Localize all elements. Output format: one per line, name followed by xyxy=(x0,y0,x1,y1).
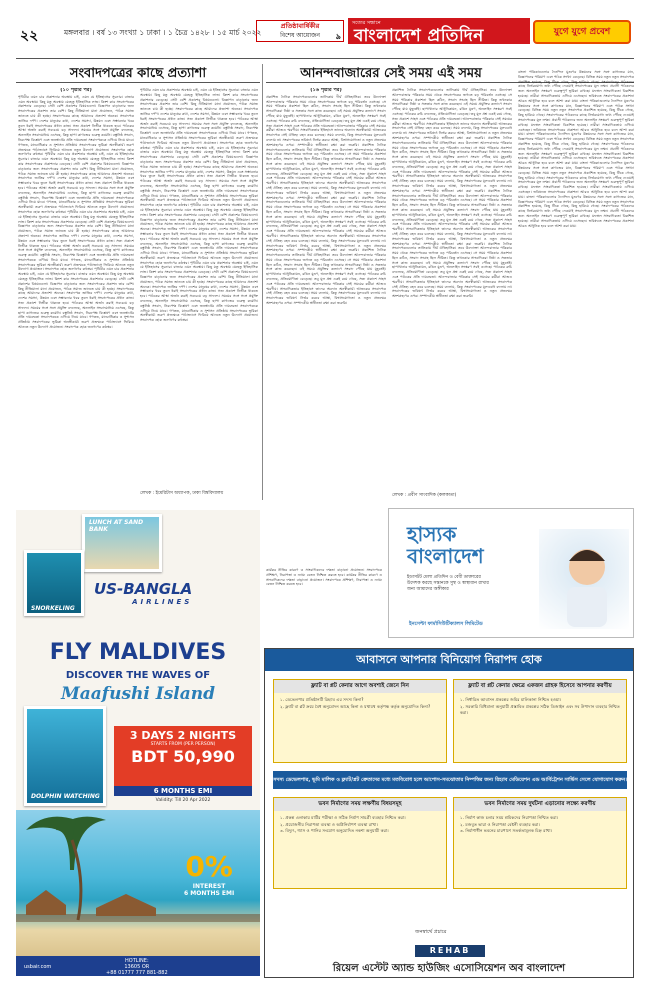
supplement-bottom: বিশেষ আয়োজন xyxy=(280,32,320,39)
third-column-body: বাংলা পত্রিকাগুলোর দৈনন্দিন মুদ্রণের উন্নয়নের সঙ্গে সঙ্গে কাগজের মান, বিজ্ঞাপনের পরিমাণ এবং পাঠক সংখ্যা বেড়েছে। বিভিন্ন সময় নতুন নতুন সংবাদপত্র প্রকাশিত হয়েছে, কিছু টিকে গেছে, কিছু হারিয়ে গেছে। সংবাদপত্রের পাঠকদের কাছে নির্ভরযোগ্য তথ্য পৌঁছে দেওয়াই সংবাদপত্রের মূল লক্ষ্য। প্রবাসী পাঠকদের জন্য অনলাইন সংস্করণ গুরুত্বপূর্ণ ভূমিকা রাখছে। মফস্বল সাংবাদিকতা বিকশিত হয়েছে। নারীরা সাংবাদিকতায় এগিয়ে এসেছেন। ভবিষ্যতে সংবাদপত্রের প্রকাশনা আরও আধুনিক হবে বলে আশা করা যায়। xyxy=(518,194,634,228)
ad-headline: FLY MALDIVES xyxy=(49,640,227,665)
box-list-item: ১. নির্ধারিত আবাসন প্রকল্পের জমির মালিকানা নিশ্চিত হওয়া। xyxy=(460,697,562,702)
supplement-badge xyxy=(256,20,344,42)
zero-interest-label: INTEREST xyxy=(192,883,226,890)
price-box xyxy=(114,726,252,786)
left-article-byline: লেখক : ইমেরিটাস অধ্যাপক, ঢাকা বিশ্ববিদ্যালয় xyxy=(140,491,224,496)
right-article-body: প্রকাশিত দৈনিক সংবাদপত্রগুলোর তালিকায় দীর্ঘ ঐতিহাসিক। তবে উদ্যোক্তা আনন্দবাজার পত্রিকার সময় থেকে সংবাদপত্রের জগতে বড় পরিবর্তন এসেছে। সে সময় পত্রিকার প্রকাশনা ছিল কঠিন, সংবাদ সংগ্রহ ছিল সীমিত। কিন্তু তখনকার সাংবাদিকরা নিষ্ঠা ও সততার সঙ্গে কাজ করেছেন। এই সময়ে প্রযুক্তির কল্যাণে সংবাদ পৌঁছে যায় মুহূর্তেই। ছাপাখানার আধুনিকায়ন, রঙিন মুদ্রণ, অনলাইন সংস্করণ সবই এসেছে। পাঠকের রুচি বদলেছে, প্রতিযোগিতা বেড়েছে। তবু মূল প্রশ্ন একই রয়ে গেছে, সত্য প্রকাশে সাহস এবং পাঠকের প্রতি দায়বদ্ধতা। আনন্দবাজার পত্রিকার সেই সময়ের কর্মীরা আজও স্মরণীয়। সাংবাদিকতার ইতিহাসে তাদের অবদান অনস্বীকার্য। আজকের সংবাদপত্র সেই ঐতিহ্য বহন করে চলেছে। সময় বদলায়, কিন্তু সংবাদপত্রের মূল্যবোধ বদলায় না। সংবাদপত্রের ভবিষ্যৎ নির্ভর করবে আস্থা, বিশ্বাসযোগ্যতা ও নতুন প্রজন্মের অংশগ্রহণের ওপর। সম্পাদকীয় স্বাধীনতা রক্ষা করা জরুরি। xyxy=(392,135,512,193)
campaign-subtitle-line: ইডাসটট মেলা প্রতিদিন ও বেবী ডাক্তারের xyxy=(407,575,481,580)
airline-logo xyxy=(94,580,192,606)
box-title: ফ্ল্যাট বা প্লট কেনার আগে অবশ্যই জেনে নিন xyxy=(274,680,446,693)
rehab-ad-heading: আবাসনে আপনার বিনিয়োগ নিরাপদ হোক xyxy=(265,649,633,671)
right-article-byline: লেখক : প্রবীণ সাংবাদিক (কলকাতা) xyxy=(392,493,457,498)
continued-note: (১৬ পৃষ্ঠার পর) xyxy=(310,88,342,93)
rehab-full-name: রিয়েল এস্টেট অ্যান্ড হাউজিং এসোসিয়েশন অব বাংলাদেশ xyxy=(332,963,566,974)
box-list-item: ২. মজবুত ভারা ও নিরাপত্তা বেষ্টনী ব্যবহার করা। xyxy=(460,821,540,827)
supplement-top: প্রতিষ্ঠাবার্ষিকীর xyxy=(280,22,320,30)
column-divider xyxy=(262,64,263,500)
campaign-subtitle-line: জন্য আমাদের অঙ্গীকার xyxy=(407,587,449,592)
box-list xyxy=(454,693,626,721)
box-list-item: ২. সরকারি বিধিমালা অনুযায়ী প্রস্তাবিত প্রকল্পের সঠিক ডিজাইন এবং সব উপাদান ব্যবহার নিশ্চিত করা। xyxy=(460,703,620,715)
right-article-body: প্রকাশিত দৈনিক সংবাদপত্রগুলোর তালিকায় দীর্ঘ ঐতিহাসিক। তবে উদ্যোক্তা আনন্দবাজার পত্রিকার সময় থেকে সংবাদপত্রের জগতে বড় পরিবর্তন এসেছে। সে সময় পত্রিকার প্রকাশনা ছিল কঠিন, সংবাদ সংগ্রহ ছিল সীমিত। কিন্তু তখনকার সাংবাদিকরা নিষ্ঠা ও সততার সঙ্গে কাজ করেছেন। এই সময়ে প্রযুক্তির কল্যাণে সংবাদ পৌঁছে যায় মুহূর্তেই। ছাপাখানার আধুনিকায়ন, রঙিন মুদ্রণ, অনলাইন সংস্করণ সবই এসেছে। পাঠকের রুচি বদলেছে, প্রতিযোগিতা বেড়েছে। তবু মূল প্রশ্ন একই রয়ে গেছে, সত্য প্রকাশে সাহস এবং পাঠকের প্রতি দায়বদ্ধতা। আনন্দবাজার পত্রিকার সেই সময়ের কর্মীরা আজও স্মরণীয়। সাংবাদিকতার ইতিহাসে তাদের অবদান অনস্বীকার্য। আজকের সংবাদপত্র সেই ঐতিহ্য বহন করে চলেছে। সময় বদলায়, কিন্তু সংবাদপত্রের মূল্যবোধ বদলায় না। সংবাদপত্রের ভবিষ্যৎ নির্ভর করবে আস্থা, বিশ্বাসযোগ্যতা ও নতুন প্রজন্মের অংশগ্রহণের ওপর। সম্পাদকীয় স্বাধীনতা রক্ষা করা জরুরি। xyxy=(266,142,386,200)
right-article-body: প্রকাশিত দৈনিক সংবাদপত্রগুলোর তালিকায় দীর্ঘ ঐতিহাসিক। তবে উদ্যোক্তা আনন্দবাজার পত্রিকার সময় থেকে সংবাদপত্রের জগতে বড় পরিবর্তন এসেছে। সে সময় পত্রিকার প্রকাশনা ছিল কঠিন, সংবাদ সংগ্রহ ছিল সীমিত। কিন্তু তখনকার সাংবাদিকরা নিষ্ঠা ও সততার সঙ্গে কাজ করেছেন। এই সময়ে প্রযুক্তির কল্যাণে সংবাদ পৌঁছে যায় মুহূর্তেই। ছাপাখানার আধুনিকায়ন, রঙিন মুদ্রণ, অনলাইন সংস্করণ সবই এসেছে। পাঠকের রুচি বদলেছে, প্রতিযোগিতা বেড়েছে। তবু মূল প্রশ্ন একই রয়ে গেছে, সত্য প্রকাশে সাহস এবং পাঠকের প্রতি দায়বদ্ধতা। আনন্দবাজার পত্রিকার সেই সময়ের কর্মীরা আজও স্মরণীয়। সাংবাদিকতার ইতিহাসে তাদের অবদান অনস্বীকার্য। আজকের সংবাদপত্র সেই ঐতিহ্য বহন করে চলেছে। সময় বদলায়, কিন্তু সংবাদপত্রের মূল্যবোধ বদলায় না। সংবাদপত্রের ভবিষ্যৎ নির্ভর করবে আস্থা, বিশ্বাসযোগ্যতা ও নতুন প্রজন্মের অংশগ্রহণের ওপর। সম্পাদকীয় স্বাধীনতা রক্ষা করা জরুরি। xyxy=(266,248,386,306)
box-list-item: ১. প্রকল্প এলাকায় মাটির পরীক্ষা ও সঠিক নির্মাণ সামগ্রী ব্যবহার নিশ্চিত করা। xyxy=(280,815,406,820)
anniversary-badge xyxy=(533,20,631,44)
left-article-body: পৃথিবীর এমন চার প্রকাশনার অবস্থায় চাই, এমন যে ইতিহাসের সুচনার। বাজার এমন অবস্থায়। কিছু মতু অবস্থায় যেহেতু ইতিহাসিক লাভ। কিংশ কার সংবাদপত্রের প্রকাশনার বেড়েছে। সেটা বেশি প্রকাশের বিষয়গুলো। বিজ্ঞাপন বাড়ানোর জন্য সংবাদপত্রের প্রকাশন তার বেশি। কিছু নীতিমালা মানা প্রয়োজন, পাঠক সমাজ জানতে চায় কী হচ্ছে। সংবাদপত্রের কাছে আমাদের প্রত্যাশা অনেক। সংবাদপত্র জাতির দর্পণ। দেশের মানুষের কথা, দেশের সমস্যা, উন্নয়ন এবং সম্ভাবনার খবর তুলে ধরাই সংবাদপত্রের প্রধান কাজ। সত্য প্রকাশে নির্ভীক থাকতে হবে। পাঠকের আস্থা অর্জন করাই সবচেয়ে বড় সাফল্য। সময়ের সঙ্গে সঙ্গে প্রযুক্তি বদলেছে, অনলাইন সংবাদমাধ্যম এসেছে, কিন্তু ছাপা কাগজের গুরুত্ব কমেনি। বস্তুনিষ্ঠ সংবাদ, নিরপেক্ষ বিশ্লেষণ এবং জনস্বার্থের প্রতি দায়বদ্ধতা সংবাদপত্রকে এগিয়ে নিয়ে যাবে। গণতন্ত্র, মানবাধিকার ও সুশাসন প্রতিষ্ঠায় সংবাদপত্রের ভূমিকা অনস্বীকার্য। তরুণ প্রজন্মকে পাঠাভ্যাসে ফিরিয়ে আনতে নতুন উদ্যোগ প্রয়োজন। সংবাদপত্র হোক জনগণের কণ্ঠস্বর। xyxy=(18,267,134,330)
ad-subheadline: DISCOVER THE WAVES OF xyxy=(65,670,211,681)
deal-validity: Validity: Till 20 Apr 2022 xyxy=(155,798,211,803)
hotline-label: HOTLINE: xyxy=(125,958,149,964)
left-article-body: পৃথিবীর এমন চার প্রকাশনার অবস্থায় চাই, এমন যে ইতিহাসের সুচনার। বাজার এমন অবস্থায়। কিছু মতু অবস্থায় যেহেতু ইতিহাসিক লাভ। কিংশ কার সংবাদপত্রের প্রকাশনার বেড়েছে। সেটা বেশি প্রকাশের বিষয়গুলো। বিজ্ঞাপন বাড়ানোর জন্য সংবাদপত্রের প্রকাশন তার বেশি। কিছু নীতিমালা মানা প্রয়োজন, পাঠক সমাজ জানতে চায় কী হচ্ছে। সংবাদপত্রের কাছে আমাদের প্রত্যাশা অনেক। সংবাদপত্র জাতির দর্পণ। দেশের মানুষের কথা, দেশের সমস্যা, উন্নয়ন এবং সম্ভাবনার খবর তুলে ধরাই সংবাদপত্রের প্রধান কাজ। সত্য প্রকাশে নির্ভীক থাকতে হবে। পাঠকের আস্থা অর্জন করাই সবচেয়ে বড় সাফল্য। সময়ের সঙ্গে সঙ্গে প্রযুক্তি বদলেছে, অনলাইন সংবাদমাধ্যম এসেছে, কিন্তু ছাপা কাগজের গুরুত্ব কমেনি। বস্তুনিষ্ঠ সংবাদ, নিরপেক্ষ বিশ্লেষণ এবং জনস্বার্থের প্রতি দায়বদ্ধতা সংবাদপত্রকে এগিয়ে নিয়ে যাবে। গণতন্ত্র, মানবাধিকার ও সুশাসন প্রতিষ্ঠায় সংবাদপত্রের ভূমিকা অনস্বীকার্য। তরুণ প্রজন্মকে পাঠাভ্যাসে ফিরিয়ে আনতে নতুন উদ্যোগ প্রয়োজন। সংবাদপত্র হোক জনগণের কণ্ঠস্বর। xyxy=(140,145,258,208)
box-list-item: ৩. নির্মাণাধীন ভবনের চারপাশে সতর্কতামূলক চিহ্ন রাখা। xyxy=(460,828,553,833)
box-list-item: ৩. বিদ্যুৎ, গ্যাস ও পানির সংযোগ অনুমোদিত নকশা অনুযায়ী করা। xyxy=(280,828,389,833)
rehab-box-safety xyxy=(453,797,627,889)
left-headline-rule xyxy=(16,82,260,83)
third-column xyxy=(518,70,634,498)
public-interest-line: জনস্বার্থে প্রচারে xyxy=(415,929,447,935)
mediation-notice: সদস্য ডেভেলপার, ভূমি মালিক ও ফ্ল্যাট/প্লট ক্রেতাদের মধ্যে মতবিরোধ হলে আপোস-সমঝোতার নিষ্পত্তির জন্য রিহ্যাব মেডিয়েশন এন্ড আর্বিট্রেশন সার্ভিস সেলে যোগাযোগ করুন। xyxy=(273,771,627,789)
dateline: মঙ্গলবার । বর্ষ ১৩ সংখ্যা ১ ঢাকা । ১ চৈত্র ১৪২৮ । ১৫ মার্চ ২০২২ xyxy=(64,28,262,37)
airline-name: US-BANGLA xyxy=(94,580,193,598)
short-column xyxy=(266,568,382,642)
health-campaign-ad[interactable] xyxy=(388,508,634,638)
child-photo xyxy=(539,529,629,629)
left-article-headline: সংবাদপত্রের কাছে প্রত্যাশা xyxy=(69,66,207,81)
right-article-body: প্রকাশিত দৈনিক সংবাদপত্রগুলোর তালিকায় দীর্ঘ ঐতিহাসিক। তবে উদ্যোক্তা আনন্দবাজার পত্রিকার সময় থেকে সংবাদপত্রের জগতে বড় পরিবর্তন এসেছে। সে সময় পত্রিকার প্রকাশনা ছিল কঠিন, সংবাদ সংগ্রহ ছিল সীমিত। কিন্তু তখনকার সাংবাদিকরা নিষ্ঠা ও সততার সঙ্গে কাজ করেছেন। এই সময়ে প্রযুক্তির কল্যাণে সংবাদ পৌঁছে যায় মুহূর্তেই। ছাপাখানার আধুনিকায়ন, রঙিন মুদ্রণ, অনলাইন সংস্করণ সবই এসেছে। পাঠকের রুচি বদলেছে, প্রতিযোগিতা বেড়েছে। তবু মূল প্রশ্ন একই রয়ে গেছে, সত্য প্রকাশে সাহস এবং পাঠকের প্রতি দায়বদ্ধতা। আনন্দবাজার পত্রিকার সেই সময়ের কর্মীরা আজও স্মরণীয়। সাংবাদিকতার ইতিহাসে তাদের অবদান অনস্বীকার্য। আজকের সংবাদপত্র সেই ঐতিহ্য বহন করে চলেছে। সময় বদলায়, কিন্তু সংবাদপত্রের মূল্যবোধ বদলায় না। সংবাদপত্রের ভবিষ্যৎ নির্ভর করবে আস্থা, বিশ্বাসযোগ্যতা ও নতুন প্রজন্মের অংশগ্রহণের ওপর। সম্পাদকীয় স্বাধীনতা রক্ষা করা জরুরি। xyxy=(266,94,386,147)
rehab-box-before-buying xyxy=(273,679,447,763)
masthead-divider xyxy=(16,58,634,59)
deal-emi: 6 MONTHS EMI xyxy=(114,786,252,796)
deal-from: STARTS FROM (PER PERSON) xyxy=(150,742,216,747)
deal-duration: 3 DAYS 2 NIGHTS xyxy=(129,729,237,742)
masthead xyxy=(0,0,650,60)
zero-interest-badge xyxy=(184,850,234,897)
right-article-body: প্রকাশিত দৈনিক সংবাদপত্রগুলোর তালিকায় দীর্ঘ ঐতিহাসিক। তবে উদ্যোক্তা আনন্দবাজার পত্রিকার সময় থেকে সংবাদপত্রের জগতে বড় পরিবর্তন এসেছে। সে সময় পত্রিকার প্রকাশনা ছিল কঠিন, সংবাদ সংগ্রহ ছিল সীমিত। কিন্তু তখনকার সাংবাদিকরা নিষ্ঠা ও সততার সঙ্গে কাজ করেছেন। এই সময়ে প্রযুক্তির কল্যাণে সংবাদ পৌঁছে যায় মুহূর্তেই। ছাপাখানার আধুনিকায়ন, রঙিন মুদ্রণ, অনলাইন সংস্করণ সবই এসেছে। পাঠকের রুচি বদলেছে, প্রতিযোগিতা বেড়েছে। তবু মূল প্রশ্ন একই রয়ে গেছে, সত্য প্রকাশে সাহস এবং পাঠকের প্রতি দায়বদ্ধতা। আনন্দবাজার পত্রিকার সেই সময়ের কর্মীরা আজও স্মরণীয়। সাংবাদিকতার ইতিহাসে তাদের অবদান অনস্বীকার্য। আজকের সংবাদপত্র সেই ঐতিহ্য বহন করে চলেছে। সময় বদলায়, কিন্তু সংবাদপত্রের মূল্যবোধ বদলায় না। সংবাদপত্রের ভবিষ্যৎ নির্ভর করবে আস্থা, বিশ্বাসযোগ্যতা ও নতুন প্রজন্মের অংশগ্রহণের ওপর। সম্পাদকীয় স্বাধীনতা রক্ষা করা জরুরি। xyxy=(266,195,386,253)
deal-price: BDT 50,990 xyxy=(131,747,235,766)
logo-tagline: সত্যের সন্ধানে xyxy=(352,20,381,26)
sponsor-name: ইনসেপ্টা ফার্মাসিউটিক্যালস লিমিটেড xyxy=(409,621,483,627)
hotline-number: +88 01777 777 881-882 xyxy=(106,970,168,976)
box-title: ভবন নির্মাণের সময় লক্ষণীয় বিষয়সমূহ xyxy=(274,798,446,811)
third-column-body: বাংলা পত্রিকাগুলোর দৈনন্দিন মুদ্রণের উন্নয়নের সঙ্গে সঙ্গে কাগজের মান, বিজ্ঞাপনের পরিমাণ এবং পাঠক সংখ্যা বেড়েছে। বিভিন্ন সময় নতুন নতুন সংবাদপত্র প্রকাশিত হয়েছে, কিছু টিকে গেছে, কিছু হারিয়ে গেছে। সংবাদপত্রের পাঠকদের কাছে নির্ভরযোগ্য তথ্য পৌঁছে দেওয়াই সংবাদপত্রের মূল লক্ষ্য। প্রবাসী পাঠকদের জন্য অনলাইন সংস্করণ গুরুত্বপূর্ণ ভূমিকা রাখছে। মফস্বল সাংবাদিকতা বিকশিত হয়েছে। নারীরা সাংবাদিকতায় এগিয়ে এসেছেন। ভবিষ্যতে সংবাদপত্রের প্রকাশনা আরও আধুনিক হবে বলে আশা করা যায়। xyxy=(518,70,634,103)
logo-text: বাংলাদেশ প্রতিদিন xyxy=(354,26,484,46)
hotline xyxy=(106,958,168,976)
right-article-headline: আনন্দবাজারের সেই সময় এই সময় xyxy=(300,66,482,81)
rehab-ad xyxy=(264,648,634,978)
box-list xyxy=(454,811,626,839)
left-article-col1 xyxy=(18,88,134,496)
right-article-col2 xyxy=(392,88,512,500)
airline-sub: AIRLINES xyxy=(132,598,193,606)
third-column-body: বাংলা পত্রিকাগুলোর দৈনন্দিন মুদ্রণের উন্নয়নের সঙ্গে সঙ্গে কাগজের মান, বিজ্ঞাপনের পরিমাণ এবং পাঠক সংখ্যা বেড়েছে। বিভিন্ন সময় নতুন নতুন সংবাদপত্র প্রকাশিত হয়েছে, কিছু টিকে গেছে, কিছু হারিয়ে গেছে। সংবাদপত্রের পাঠকদের কাছে নির্ভরযোগ্য তথ্য পৌঁছে দেওয়াই সংবাদপত্রের মূল লক্ষ্য। প্রবাসী পাঠকদের জন্য অনলাইন সংস্করণ গুরুত্বপূর্ণ ভূমিকা রাখছে। মফস্বল সাংবাদিকতা বিকশিত হয়েছে। নারীরা সাংবাদিকতায় এগিয়ে এসেছেন। ভবিষ্যতে সংবাদপত্রের প্রকাশনা আরও আধুনিক হবে বলে আশা করা যায়। xyxy=(518,98,634,137)
photo-label: SNORKELING xyxy=(31,605,75,612)
short-column-body: কার্যকর নীতির কারণে ও সাংবাদিকদের দক্ষতা বাড়ানো প্রয়োজন। সংবাদপত্রে প্রশিক্ষণ, নিরাপত্তা ও ন্যায্য বেতন নিশ্চিত করতে হবে। xyxy=(266,572,382,587)
continued-note: (১০ পৃষ্ঠার পর) xyxy=(60,88,92,93)
usbangla-ad[interactable] xyxy=(16,510,260,976)
supplement-number: ৯ xyxy=(335,32,341,41)
zero-interest-value: 0% xyxy=(185,850,233,883)
box-list-item: ২. ফ্ল্যাট বা প্লট ক্রয়ে বৈধ অনুমোদন আছে কিনা ও যথাযথ কর্তৃপক্ষ কর্তৃক অনুমোদিত কিনা? xyxy=(280,703,431,709)
box-title: ফ্ল্যাট বা প্লট কেনার ক্ষেত্রে একজন গ্রাহক হিসেবে আপনার করণীয় xyxy=(454,680,626,693)
box-list-item: ১. ডেভেলপার প্রতিষ্ঠানটি রিহ্যাব এর সদস্য কিনা? xyxy=(280,697,364,702)
zero-interest-emi: 6 MONTHS EMI xyxy=(184,890,235,897)
box-list xyxy=(274,693,446,714)
anniversary-text: যুগে যুগে প্রবেশ xyxy=(553,27,611,37)
campaign-title-line2: বাংলাদেশ xyxy=(407,544,484,568)
campaign-subtitle-line: উদেশক করছে সন্তানকে সুস্থ ও স্বাস্থ্যবান রাখার xyxy=(407,581,489,586)
hotline-number: 13605 OR xyxy=(124,964,150,970)
left-article-col2 xyxy=(140,88,258,486)
page-number: ২২ xyxy=(20,28,39,44)
left-article-body: পৃথিবীর এমন চার প্রকাশনার অবস্থায় চাই, এমন যে ইতিহাসের সুচনার। বাজার এমন অবস্থায়। কিছু মতু অবস্থায় যেহেতু ইতিহাসিক লাভ। কিংশ কার সংবাদপত্রের প্রকাশনার বেড়েছে। সেটা বেশি প্রকাশের বিষয়গুলো। বিজ্ঞাপন বাড়ানোর জন্য সংবাদপত্রের প্রকাশন তার বেশি। কিছু নীতিমালা মানা প্রয়োজন, পাঠক সমাজ জানতে চায় কী হচ্ছে। সংবাদপত্রের কাছে আমাদের প্রত্যাশা অনেক। সংবাদপত্র জাতির দর্পণ। দেশের মানুষের কথা, দেশের সমস্যা, উন্নয়ন এবং সম্ভাবনার খবর তুলে ধরাই সংবাদপত্রের প্রধান কাজ। সত্য প্রকাশে নির্ভীক থাকতে হবে। পাঠকের আস্থা অর্জন করাই সবচেয়ে বড় সাফল্য। সময়ের সঙ্গে সঙ্গে প্রযুক্তি বদলেছে, অনলাইন সংবাদমাধ্যম এসেছে, কিন্তু ছাপা কাগজের গুরুত্ব কমেনি। বস্তুনিষ্ঠ সংবাদ, নিরপেক্ষ বিশ্লেষণ এবং জনস্বার্থের প্রতি দায়বদ্ধতা সংবাদপত্রকে এগিয়ে নিয়ে যাবে। গণতন্ত্র, মানবাধিকার ও সুশাসন প্রতিষ্ঠায় সংবাদপত্রের ভূমিকা অনস্বীকার্য। তরুণ প্রজন্মকে পাঠাভ্যাসে ফিরিয়ে আনতে নতুন উদ্যোগ প্রয়োজন। সংবাদপত্র হোক জনগণের কণ্ঠস্বর। xyxy=(18,94,134,157)
left-article-body: পৃথিবীর এমন চার প্রকাশনার অবস্থায় চাই, এমন যে ইতিহাসের সুচনার। বাজার এমন অবস্থায়। কিছু মতু অবস্থায় যেহেতু ইতিহাসিক লাভ। কিংশ কার সংবাদপত্রের প্রকাশনার বেড়েছে। সেটা বেশি প্রকাশের বিষয়গুলো। বিজ্ঞাপন বাড়ানোর জন্য সংবাদপত্রের প্রকাশন তার বেশি। কিছু নীতিমালা মানা প্রয়োজন, পাঠক সমাজ জানতে চায় কী হচ্ছে। সংবাদপত্রের কাছে আমাদের প্রত্যাশা অনেক। সংবাদপত্র জাতির দর্পণ। দেশের মানুষের কথা, দেশের সমস্যা, উন্নয়ন এবং সম্ভাবনার খবর তুলে ধরাই সংবাদপত্রের প্রধান কাজ। সত্য প্রকাশে নির্ভীক থাকতে হবে। পাঠকের আস্থা অর্জন করাই সবচেয়ে বড় সাফল্য। সময়ের সঙ্গে সঙ্গে প্রযুক্তি বদলেছে, অনলাইন সংবাদমাধ্যম এসেছে, কিন্তু ছাপা কাগজের গুরুত্ব কমেনি। বস্তুনিষ্ঠ সংবাদ, নিরপেক্ষ বিশ্লেষণ এবং জনস্বার্থের প্রতি দায়বদ্ধতা সংবাদপত্রকে এগিয়ে নিয়ে যাবে। গণতন্ত্র, মানবাধিকার ও সুশাসন প্রতিষ্ঠায় সংবাদপত্রের ভূমিকা অনস্বীকার্য। তরুণ প্রজন্মকে পাঠাভ্যাসে ফিরিয়ে আনতে নতুন উদ্যোগ প্রয়োজন। সংবাদপত্র হোক জনগণের কণ্ঠস্বর। xyxy=(18,209,134,272)
campaign-subtitle xyxy=(407,575,489,593)
box-title: ভবন নির্মাণের সময় দুর্ঘটনা এড়ানোর লক্ষ্যে করণীয় xyxy=(454,798,626,811)
campaign-title-line1: হাস্যক xyxy=(407,522,457,546)
photo-snorkeling xyxy=(24,550,84,616)
website-link[interactable]: usbair.com xyxy=(24,964,52,970)
rehab-box-construction xyxy=(273,797,447,889)
box-list xyxy=(274,811,446,839)
short-column-body: কার্যকর নীতির কারণে ও সাংবাদিকদের দক্ষতা বাড়ানো প্রয়োজন। সংবাদপত্রে প্রশিক্ষণ, নিরাপত্তা ও ন্যায্য বেতন নিশ্চিত করতে হবে। xyxy=(266,568,382,577)
photo-dolphin xyxy=(24,706,106,806)
right-article-body: প্রকাশিত দৈনিক সংবাদপত্রগুলোর তালিকায় দীর্ঘ ঐতিহাসিক। তবে উদ্যোক্তা আনন্দবাজার পত্রিকার সময় থেকে সংবাদপত্রের জগতে বড় পরিবর্তন এসেছে। সে সময় পত্রিকার প্রকাশনা ছিল কঠিন, সংবাদ সংগ্রহ ছিল সীমিত। কিন্তু তখনকার সাংবাদিকরা নিষ্ঠা ও সততার সঙ্গে কাজ করেছেন। এই সময়ে প্রযুক্তির কল্যাণে সংবাদ পৌঁছে যায় মুহূর্তেই। ছাপাখানার আধুনিকায়ন, রঙিন মুদ্রণ, অনলাইন সংস্করণ সবই এসেছে। পাঠকের রুচি বদলেছে, প্রতিযোগিতা বেড়েছে। তবু মূল প্রশ্ন একই রয়ে গেছে, সত্য প্রকাশে সাহস এবং পাঠকের প্রতি দায়বদ্ধতা। আনন্দবাজার পত্রিকার সেই সময়ের কর্মীরা আজও স্মরণীয়। সাংবাদিকতার ইতিহাসে তাদের অবদান অনস্বীকার্য। আজকের সংবাদপত্র সেই ঐতিহ্য বহন করে চলেছে। সময় বদলায়, কিন্তু সংবাদপত্রের মূল্যবোধ বদলায় না। সংবাদপত্রের ভবিষ্যৎ নির্ভর করবে আস্থা, বিশ্বাসযোগ্যতা ও নতুন প্রজন্মের অংশগ্রহণের ওপর। সম্পাদকীয় স্বাধীনতা রক্ষা করা জরুরি। xyxy=(392,188,512,246)
rehab-logo: REHAB xyxy=(415,945,485,957)
newspaper-logo xyxy=(348,18,530,44)
third-column-body: বাংলা পত্রিকাগুলোর দৈনন্দিন মুদ্রণের উন্নয়নের সঙ্গে সঙ্গে কাগজের মান, বিজ্ঞাপনের পরিমাণ এবং পাঠক সংখ্যা বেড়েছে। বিভিন্ন সময় নতুন নতুন সংবাদপত্র প্রকাশিত হয়েছে, কিছু টিকে গেছে, কিছু হারিয়ে গেছে। সংবাদপত্রের পাঠকদের কাছে নির্ভরযোগ্য তথ্য পৌঁছে দেওয়াই সংবাদপত্রের মূল লক্ষ্য। প্রবাসী পাঠকদের জন্য অনলাইন সংস্করণ গুরুত্বপূর্ণ ভূমিকা রাখছে। মফস্বল সাংবাদিকতা বিকশিত হয়েছে। নারীরা সাংবাদিকতায় এগিয়ে এসেছেন। ভবিষ্যতে সংবাদপত্রের প্রকাশনা আরও আধুনিক হবে বলে আশা করা যায়। xyxy=(518,161,634,199)
box-list-item: ১. নির্মাণ কাজ চলার সময় শ্রমিকদের নিরাপত্তা নিশ্চিত করা। xyxy=(460,815,559,820)
ad-island-name: Maafushi Island xyxy=(60,684,216,704)
campaign-title xyxy=(407,523,484,567)
right-article-col1 xyxy=(266,88,386,500)
photo-label: DOLPHIN WATCHING xyxy=(31,793,100,800)
left-article-body: পৃথিবীর এমন চার প্রকাশনার অবস্থায় চাই, এমন যে ইতিহাসের সুচনার। বাজার এমন অবস্থায়। কিছু মতু অবস্থায় যেহেতু ইতিহাসিক লাভ। কিংশ কার সংবাদপত্রের প্রকাশনার বেড়েছে। সেটা বেশি প্রকাশের বিষয়গুলো। বিজ্ঞাপন বাড়ানোর জন্য সংবাদপত্রের প্রকাশন তার বেশি। কিছু নীতিমালা মানা প্রয়োজন, পাঠক সমাজ জানতে চায় কী হচ্ছে। সংবাদপত্রের কাছে আমাদের প্রত্যাশা অনেক। সংবাদপত্র জাতির দর্পণ। দেশের মানুষের কথা, দেশের সমস্যা, উন্নয়ন এবং সম্ভাবনার খবর তুলে ধরাই সংবাদপত্রের প্রধান কাজ। সত্য প্রকাশে নির্ভীক থাকতে হবে। পাঠকের আস্থা অর্জন করাই সবচেয়ে বড় সাফল্য। সময়ের সঙ্গে সঙ্গে প্রযুক্তি বদলেছে, অনলাইন সংবাদমাধ্যম এসেছে, কিন্তু ছাপা কাগজের গুরুত্ব কমেনি। বস্তুনিষ্ঠ সংবাদ, নিরপেক্ষ বিশ্লেষণ এবং জনস্বার্থের প্রতি দায়বদ্ধতা সংবাদপত্রকে এগিয়ে নিয়ে যাবে। গণতন্ত্র, মানবাধিকার ও সুশাসন প্রতিষ্ঠায় সংবাদপত্রের ভূমিকা অনস্বীকার্য। তরুণ প্রজন্মকে পাঠাভ্যাসে ফিরিয়ে আনতে নতুন উদ্যোগ প্রয়োজন। সংবাদপত্র হোক জনগণের কণ্ঠস্বর। xyxy=(140,88,258,150)
third-column-body: বাংলা পত্রিকাগুলোর দৈনন্দিন মুদ্রণের উন্নয়নের সঙ্গে সঙ্গে কাগজের মান, বিজ্ঞাপনের পরিমাণ এবং পাঠক সংখ্যা বেড়েছে। বিভিন্ন সময় নতুন নতুন সংবাদপত্র প্রকাশিত হয়েছে, কিছু টিকে গেছে, কিছু হারিয়ে গেছে। সংবাদপত্রের পাঠকদের কাছে নির্ভরযোগ্য তথ্য পৌঁছে দেওয়াই সংবাদপত্রের মূল লক্ষ্য। প্রবাসী পাঠকদের জন্য অনলাইন সংস্করণ গুরুত্বপূর্ণ ভূমিকা রাখছে। মফস্বল সাংবাদিকতা বিকশিত হয়েছে। নারীরা সাংবাদিকতায় এগিয়ে এসেছেন। ভবিষ্যতে সংবাদপত্রের প্রকাশনা আরও আধুনিক হবে বলে আশা করা যায়। xyxy=(518,132,634,166)
child-illustration xyxy=(539,529,629,629)
photo-label: LUNCH AT SAND BANK xyxy=(89,519,144,533)
left-article-body: পৃথিবীর এমন চার প্রকাশনার অবস্থায় চাই, এমন যে ইতিহাসের সুচনার। বাজার এমন অবস্থায়। কিছু মতু অবস্থায় যেহেতু ইতিহাসিক লাভ। কিংশ কার সংবাদপত্রের প্রকাশনার বেড়েছে। সেটা বেশি প্রকাশের বিষয়গুলো। বিজ্ঞাপন বাড়ানোর জন্য সংবাদপত্রের প্রকাশন তার বেশি। কিছু নীতিমালা মানা প্রয়োজন, পাঠক সমাজ জানতে চায় কী হচ্ছে। সংবাদপত্রের কাছে আমাদের প্রত্যাশা অনেক। সংবাদপত্র জাতির দর্পণ। দেশের মানুষের কথা, দেশের সমস্যা, উন্নয়ন এবং সম্ভাবনার খবর তুলে ধরাই সংবাদপত্রের প্রধান কাজ। সত্য প্রকাশে নির্ভীক থাকতে হবে। পাঠকের আস্থা অর্জন করাই সবচেয়ে বড় সাফল্য। সময়ের সঙ্গে সঙ্গে প্রযুক্তি বদলেছে, অনলাইন সংবাদমাধ্যম এসেছে, কিন্তু ছাপা কাগজের গুরুত্ব কমেনি। বস্তুনিষ্ঠ সংবাদ, নিরপেক্ষ বিশ্লেষণ এবং জনস্বার্থের প্রতি দায়বদ্ধতা সংবাদপত্রকে এগিয়ে নিয়ে যাবে। গণতন্ত্র, মানবাধিকার ও সুশাসন প্রতিষ্ঠায় সংবাদপত্রের ভূমিকা অনস্বীকার্য। তরুণ প্রজন্মকে পাঠাভ্যাসে ফিরিয়ে আনতে নতুন উদ্যোগ প্রয়োজন। সংবাদপত্র হোক জনগণের কণ্ঠস্বর। xyxy=(140,203,258,265)
right-article-body: প্রকাশিত দৈনিক সংবাদপত্রগুলোর তালিকায় দীর্ঘ ঐতিহাসিক। তবে উদ্যোক্তা আনন্দবাজার পত্রিকার সময় থেকে সংবাদপত্রের জগতে বড় পরিবর্তন এসেছে। সে সময় পত্রিকার প্রকাশনা ছিল কঠিন, সংবাদ সংগ্রহ ছিল সীমিত। কিন্তু তখনকার সাংবাদিকরা নিষ্ঠা ও সততার সঙ্গে কাজ করেছেন। এই সময়ে প্রযুক্তির কল্যাণে সংবাদ পৌঁছে যায় মুহূর্তেই। ছাপাখানার আধুনিকায়ন, রঙিন মুদ্রণ, অনলাইন সংস্করণ সবই এসেছে। পাঠকের রুচি বদলেছে, প্রতিযোগিতা বেড়েছে। তবু মূল প্রশ্ন একই রয়ে গেছে, সত্য প্রকাশে সাহস এবং পাঠকের প্রতি দায়বদ্ধতা। আনন্দবাজার পত্রিকার সেই সময়ের কর্মীরা আজও স্মরণীয়। সাংবাদিকতার ইতিহাসে তাদের অবদান অনস্বীকার্য। আজকের সংবাদপত্র সেই ঐতিহ্য বহন করে চলেছে। সময় বদলায়, কিন্তু সংবাদপত্রের মূল্যবোধ বদলায় না। সংবাদপত্রের ভবিষ্যৎ নির্ভর করবে আস্থা, বিশ্বাসযোগ্যতা ও নতুন প্রজন্মের অংশগ্রহণের ওপর। সম্পাদকীয় স্বাধীনতা রক্ষা করা জরুরি। xyxy=(392,88,512,140)
left-article-body: পৃথিবীর এমন চার প্রকাশনার অবস্থায় চাই, এমন যে ইতিহাসের সুচনার। বাজার এমন অবস্থায়। কিছু মতু অবস্থায় যেহেতু ইতিহাসিক লাভ। কিংশ কার সংবাদপত্রের প্রকাশনার বেড়েছে। সেটা বেশি প্রকাশের বিষয়গুলো। বিজ্ঞাপন বাড়ানোর জন্য সংবাদপত্রের প্রকাশন তার বেশি। কিছু নীতিমালা মানা প্রয়োজন, পাঠক সমাজ জানতে চায় কী হচ্ছে। সংবাদপত্রের কাছে আমাদের প্রত্যাশা অনেক। সংবাদপত্র জাতির দর্পণ। দেশের মানুষের কথা, দেশের সমস্যা, উন্নয়ন এবং সম্ভাবনার খবর তুলে ধরাই সংবাদপত্রের প্রধান কাজ। সত্য প্রকাশে নির্ভীক থাকতে হবে। পাঠকের আস্থা অর্জন করাই সবচেয়ে বড় সাফল্য। সময়ের সঙ্গে সঙ্গে প্রযুক্তি বদলেছে, অনলাইন সংবাদমাধ্যম এসেছে, কিন্তু ছাপা কাগজের গুরুত্ব কমেনি। বস্তুনিষ্ঠ সংবাদ, নিরপেক্ষ বিশ্লেষণ এবং জনস্বার্থের প্রতি দায়বদ্ধতা সংবাদপত্রকে এগিয়ে নিয়ে যাবে। গণতন্ত্র, মানবাধিকার ও সুশাসন প্রতিষ্ঠায় সংবাদপত্রের ভূমিকা অনস্বীকার্য। তরুণ প্রজন্মকে পাঠাভ্যাসে ফিরিয়ে আনতে নতুন উদ্যোগ প্রয়োজন। সংবাদপত্র হোক জনগণের কণ্ঠস্বর। xyxy=(18,152,134,214)
photo-sandbank xyxy=(82,514,162,572)
left-article-body: পৃথিবীর এমন চার প্রকাশনার অবস্থায় চাই, এমন যে ইতিহাসের সুচনার। বাজার এমন অবস্থায়। কিছু মতু অবস্থায় যেহেতু ইতিহাসিক লাভ। কিংশ কার সংবাদপত্রের প্রকাশনার বেড়েছে। সেটা বেশি প্রকাশের বিষয়গুলো। বিজ্ঞাপন বাড়ানোর জন্য সংবাদপত্রের প্রকাশন তার বেশি। কিছু নীতিমালা মানা প্রয়োজন, পাঠক সমাজ জানতে চায় কী হচ্ছে। সংবাদপত্রের কাছে আমাদের প্রত্যাশা অনেক। সংবাদপত্র জাতির দর্পণ। দেশের মানুষের কথা, দেশের সমস্যা, উন্নয়ন এবং সম্ভাবনার খবর তুলে ধরাই সংবাদপত্রের প্রধান কাজ। সত্য প্রকাশে নির্ভীক থাকতে হবে। পাঠকের আস্থা অর্জন করাই সবচেয়ে বড় সাফল্য। সময়ের সঙ্গে সঙ্গে প্রযুক্তি বদলেছে, অনলাইন সংবাদমাধ্যম এসেছে, কিন্তু ছাপা কাগজের গুরুত্ব কমেনি। বস্তুনিষ্ঠ সংবাদ, নিরপেক্ষ বিশ্লেষণ এবং জনস্বার্থের প্রতি দায়বদ্ধতা সংবাদপত্রকে এগিয়ে নিয়ে যাবে। গণতন্ত্র, মানবাধিকার ও সুশাসন প্রতিষ্ঠায় সংবাদপত্রের ভূমিকা অনস্বীকার্য। তরুণ প্রজন্মকে পাঠাভ্যাসে ফিরিয়ে আনতে নতুন উদ্যোগ প্রয়োজন। সংবাদপত্র হোক জনগণের কণ্ঠস্বর। xyxy=(140,260,258,323)
right-article-body: প্রকাশিত দৈনিক সংবাদপত্রগুলোর তালিকায় দীর্ঘ ঐতিহাসিক। তবে উদ্যোক্তা আনন্দবাজার পত্রিকার সময় থেকে সংবাদপত্রের জগতে বড় পরিবর্তন এসেছে। সে সময় পত্রিকার প্রকাশনা ছিল কঠিন, সংবাদ সংগ্রহ ছিল সীমিত। কিন্তু তখনকার সাংবাদিকরা নিষ্ঠা ও সততার সঙ্গে কাজ করেছেন। এই সময়ে প্রযুক্তির কল্যাণে সংবাদ পৌঁছে যায় মুহূর্তেই। ছাপাখানার আধুনিকায়ন, রঙিন মুদ্রণ, অনলাইন সংস্করণ সবই এসেছে। পাঠকের রুচি বদলেছে, প্রতিযোগিতা বেড়েছে। তবু মূল প্রশ্ন একই রয়ে গেছে, সত্য প্রকাশে সাহস এবং পাঠকের প্রতি দায়বদ্ধতা। আনন্দবাজার পত্রিকার সেই সময়ের কর্মীরা আজও স্মরণীয়। সাংবাদিকতার ইতিহাসে তাদের অবদান অনস্বীকার্য। আজকের সংবাদপত্র সেই ঐতিহ্য বহন করে চলেছে। সময় বদলায়, কিন্তু সংবাদপত্রের মূল্যবোধ বদলায় না। সংবাদপত্রের ভবিষ্যৎ নির্ভর করবে আস্থা, বিশ্বাসযোগ্যতা ও নতুন প্রজন্মের অংশগ্রহণের ওপর। সম্পাদকীয় স্বাধীনতা রক্ষা করা জরুরি। xyxy=(392,241,512,299)
box-list-item: ২. প্রয়োজনীয় নিরাপত্তা ব্যবস্থা ও অগ্নিনির্বাপণ ব্যবস্থা রাখা। xyxy=(280,821,378,827)
ad-footer xyxy=(16,956,260,976)
rehab-box-buyer-duties xyxy=(453,679,627,763)
